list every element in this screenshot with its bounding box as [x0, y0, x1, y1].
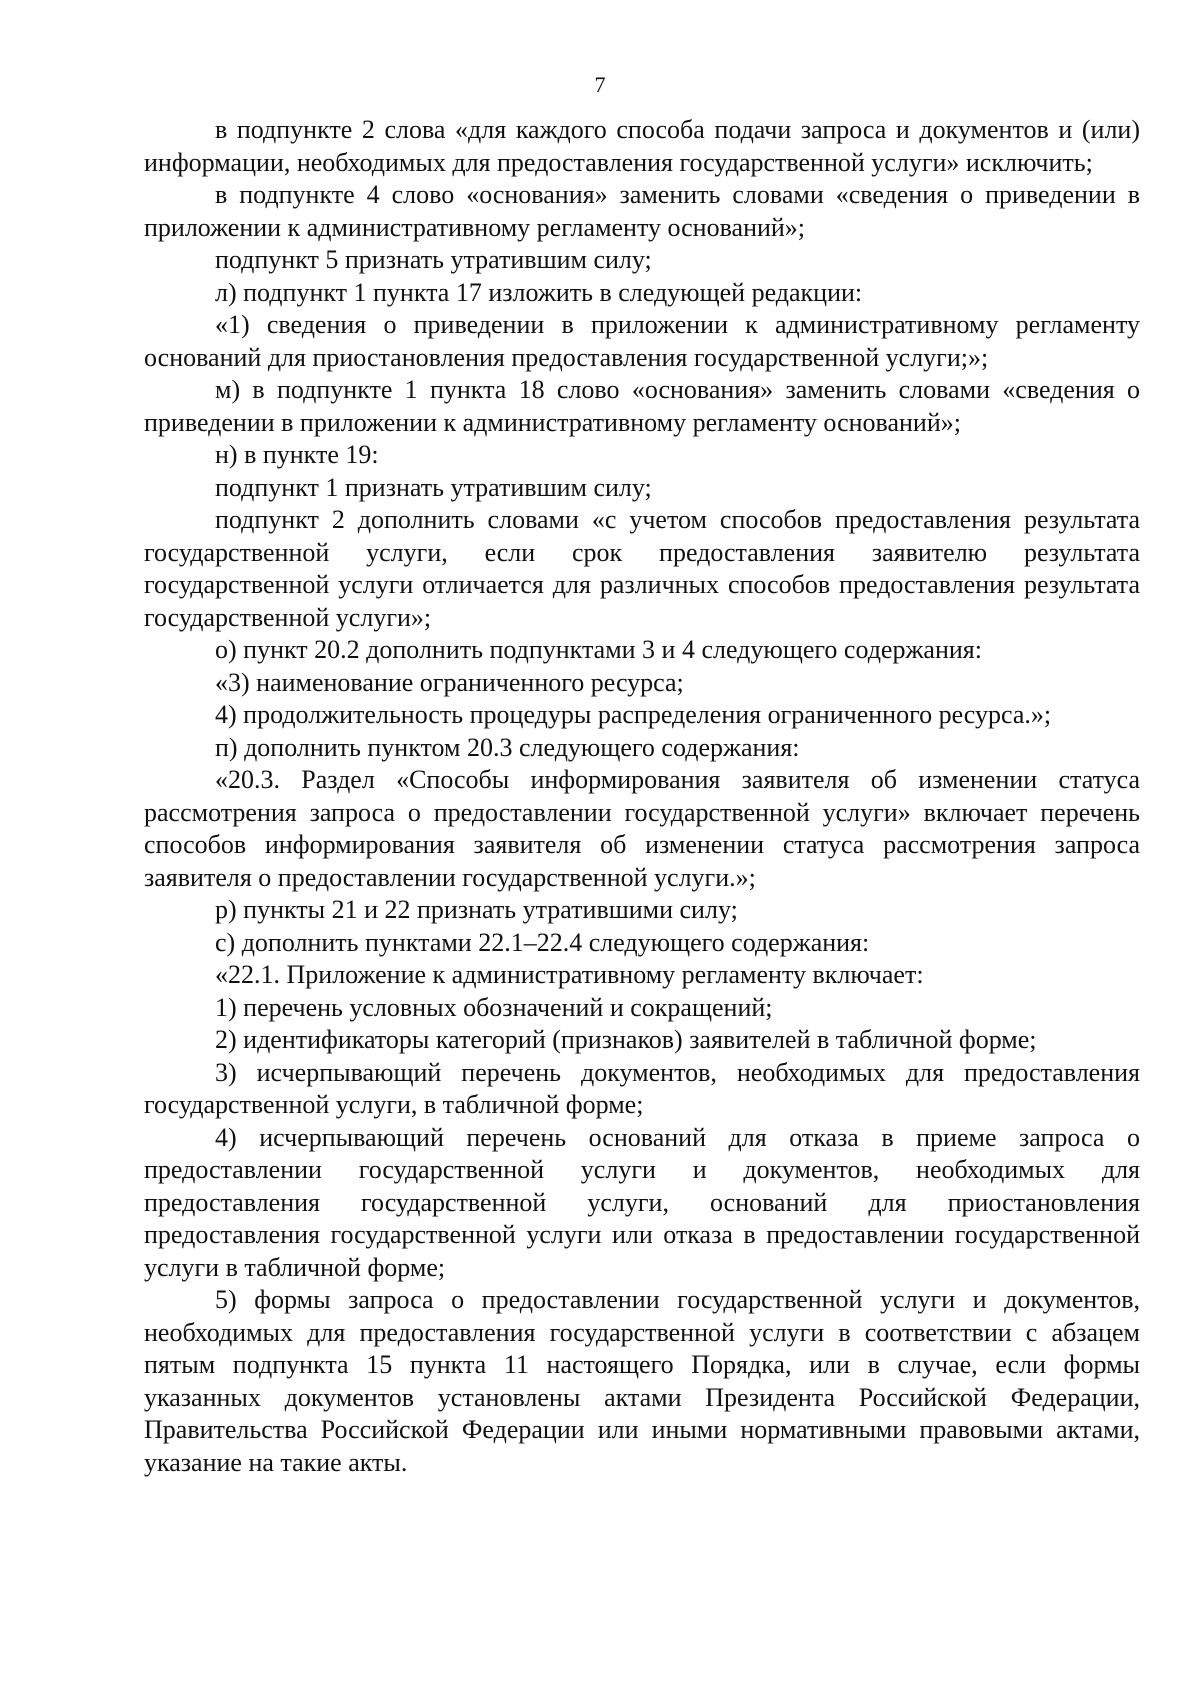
paragraph-5: «1) сведения о приведении в приложении к административному регламенту оснований для приостановления предоставления государственной услуги;»;: [144, 310, 1140, 372]
paragraph-9: подпункт 2 дополнить словами «с учетом способов предоставления результата государственной услуги, если срок предоставления заявителю результата государственной услуги отличается для различных способов предоставления результата государственной услуги»;: [144, 505, 1140, 632]
page-number: 7: [594, 72, 606, 97]
paragraph-14: «20.3. Раздел «Способы информирования заявителя об изменении статуса рассмотрения запроса о предоставлении государственной услуги» включает перечень способов информирования заявителя об изменении статуса рассмотрения запроса заявителя о предоставлении государственной услуги.»;: [144, 765, 1140, 892]
paragraph-4: л) подпункт 1 пункта 17 изложить в следующей редакции:: [215, 277, 863, 307]
paragraph-17: «22.1. Приложение к административному регламенту включает:: [215, 960, 924, 989]
paragraph-15: р) пункты 21 и 22 признать утратившими силу;: [215, 895, 738, 924]
paragraph-20: 3) исчерпывающий перечень документов, необходимых для предоставления государственной услуги, в табличной форме;: [144, 1057, 1140, 1119]
paragraph-1: в подпункте 2 слова «для каждого способа подачи запроса и документов и (или) информации, необходимых для предоставления государственной услуги» исключить;: [144, 115, 1140, 177]
paragraph-16: с) дополнить пунктами 22.1–22.4 следующего содержания:: [215, 927, 870, 957]
paragraph-10: о) пункт 20.2 дополнить подпунктами 3 и 4 следующего содержания:: [215, 635, 982, 664]
paragraph-18: 1) перечень условных обозначений и сокращений;: [215, 992, 773, 1022]
paragraph-3: подпункт 5 признать утратившим силу;: [215, 245, 652, 274]
paragraph-12: 4) продолжительность процедуры распределения ограниченного ресурса.»;: [215, 700, 1052, 729]
paragraph-8: подпункт 1 признать утратившим силу;: [215, 472, 652, 502]
paragraph-19: 2) идентификаторы категорий (признаков) заявителей в табличной форме;: [215, 1025, 1037, 1054]
paragraph-6: м) в подпункте 1 пункта 18 слово «основания» заменить словами «сведения о приведении в приложении к административному регламенту оснований»;: [144, 375, 1140, 437]
paragraph-2: в подпункте 4 слово «основания» заменить словами «сведения о приведении в приложении к административному регламенту оснований»;: [144, 180, 1140, 242]
paragraph-21: 4) исчерпывающий перечень оснований для отказа в приеме запроса о предоставлении государственной услуги и документов, необходимых для предоставления государственной услуги, оснований для приостановления предоставления государственной услуги или отказа в предоставлении государственной услуги в табличной форме;: [144, 1122, 1140, 1282]
paragraph-11: «3) наименование ограниченного ресурса;: [215, 667, 684, 697]
paragraph-22: 5) формы запроса о предоставлении государственной услуги и документов, необходимых для предоставления государственной услуги в соответствии с абзацем пятым подпункта 15 пункта 11 настоящего Порядка, или в случае, если формы указанных документов установлены актами Президента Российской Федерации, Правительства Российской Федерации или иными нормативными правовыми актами, указание на такие акты.: [144, 1285, 1140, 1477]
paragraph-13: п) дополнить пунктом 20.3 следующего содержания:: [215, 732, 800, 762]
document-body: [144, 114, 1140, 1479]
paragraph-7: н) в пункте 19:: [215, 440, 379, 469]
